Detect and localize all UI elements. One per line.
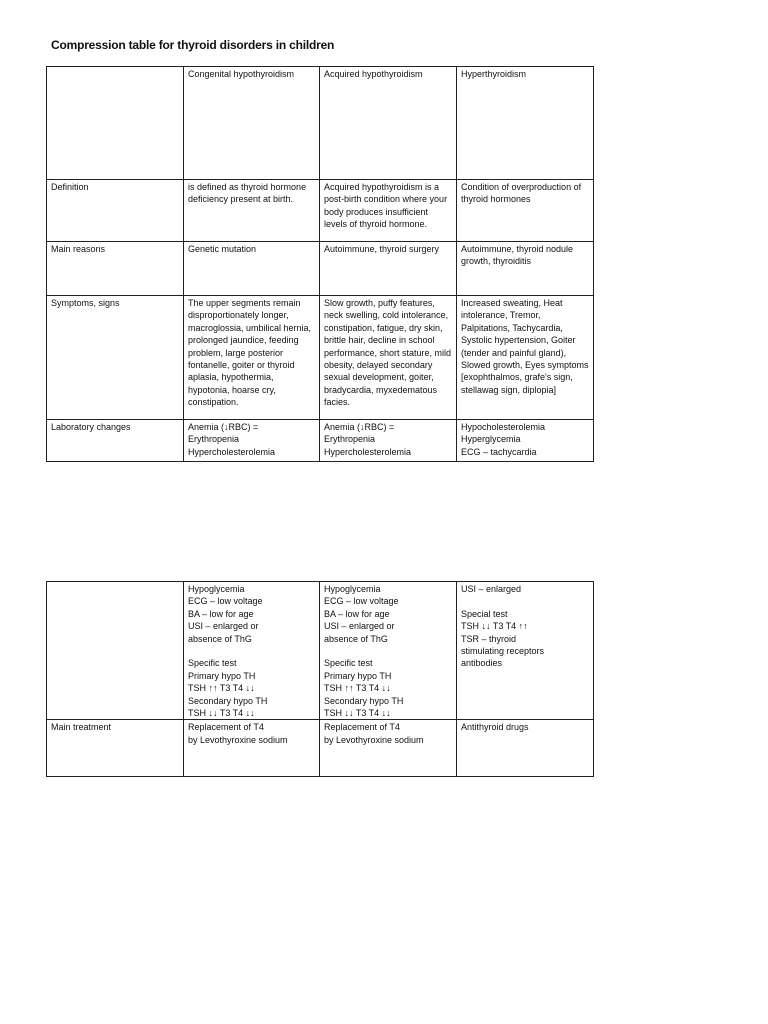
table-row-main-reasons xyxy=(47,242,594,296)
cell-congenital: Replacement of T4 by Levothyroxine sodium xyxy=(184,720,320,777)
cell-congenital: The upper segments remain disproportionately longer, macroglossia, umbilical hernia, prolonged jaundice, feeding problem, large posterior fontanelle, goiter or thyroid aplasia, hypothermia, hypotonia, hoarse cry, constipation. xyxy=(184,296,320,420)
row-label: Main reasons xyxy=(47,242,184,296)
cell-acquired: Slow growth, puffy features, neck swelling, cold intolerance, constipation, fatigue, dry skin, brittle hair, decline in school performance, short stature, mild obesity, delayed secondary sexual development, goiter, bradycardia, myxedematous facies. xyxy=(320,296,457,420)
cell-acquired: Anemia (↓RBC) = Erythropenia Hypercholesterolemia xyxy=(320,420,457,462)
table-row-definition xyxy=(47,180,594,242)
header-cell-empty xyxy=(47,67,184,180)
header-hyperthyroidism: Hyperthyroidism xyxy=(457,67,594,180)
document-title: Compression table for thyroid disorders in children xyxy=(51,38,335,52)
row-label: Laboratory changes xyxy=(47,420,184,462)
table-row-symptoms xyxy=(47,296,594,420)
table-row-main-treatment xyxy=(47,720,594,777)
cell-congenital: is defined as thyroid hormone deficiency present at birth. xyxy=(184,180,320,242)
header-congenital-hypothyroidism: Congenital hypothyroidism xyxy=(184,67,320,180)
cell-hyperthyroidism: Increased sweating, Heat intolerance, Tremor, Palpitations, Tachycardia, Systolic hypertension, Goiter (tender and painful gland), Slowed growth, Eyes symptoms [exophthalmos, grafe's sign, stellawag sign, diplopia] xyxy=(457,296,594,420)
cell-congenital: Genetic mutation xyxy=(184,242,320,296)
row-label: Symptoms, signs xyxy=(47,296,184,420)
row-label xyxy=(47,582,184,720)
table-header-row xyxy=(47,67,594,180)
cell-acquired: Acquired hypothyroidism is a post-birth condition where your body produces insufficient levels of thyroid hormone. xyxy=(320,180,457,242)
cell-hyperthyroidism: Condition of overproduction of thyroid hormones xyxy=(457,180,594,242)
cell-hyperthyroidism: Antithyroid drugs xyxy=(457,720,594,777)
table-row-lab-continued xyxy=(47,582,594,720)
cell-hyperthyroidism: Autoimmune, thyroid nodule growth, thyroiditis xyxy=(457,242,594,296)
cell-hyperthyroidism: USI – enlarged Special test TSH ↓↓ T3 T4 ↑↑ TSR – thyroid stimulating receptors antibodies xyxy=(457,582,594,720)
thyroid-comparison-table-continued xyxy=(46,581,594,777)
header-acquired-hypothyroidism: Acquired hypothyroidism xyxy=(320,67,457,180)
cell-hyperthyroidism: Hypocholesterolemia Hyperglycemia ECG – tachycardia xyxy=(457,420,594,462)
table-row-laboratory-changes xyxy=(47,420,594,462)
row-label: Definition xyxy=(47,180,184,242)
cell-acquired: Replacement of T4 by Levothyroxine sodium xyxy=(320,720,457,777)
thyroid-comparison-table xyxy=(46,66,594,462)
cell-acquired: Autoimmune, thyroid surgery xyxy=(320,242,457,296)
cell-acquired: Hypoglycemia ECG – low voltage BA – low for age USI – enlarged or absence of ThG Specific test Primary hypo TH TSH ↑↑ T3 T4 ↓↓ Secondary hypo TH TSH ↓↓ T3 T4 ↓↓ xyxy=(320,582,457,720)
cell-congenital: Hypoglycemia ECG – low voltage BA – low for age USI – enlarged or absence of ThG Specific test Primary hypo TH TSH ↑↑ T3 T4 ↓↓ Secondary hypo TH TSH ↓↓ T3 T4 ↓↓ xyxy=(184,582,320,720)
cell-congenital: Anemia (↓RBC) = Erythropenia Hypercholesterolemia xyxy=(184,420,320,462)
row-label: Main treatment xyxy=(47,720,184,777)
